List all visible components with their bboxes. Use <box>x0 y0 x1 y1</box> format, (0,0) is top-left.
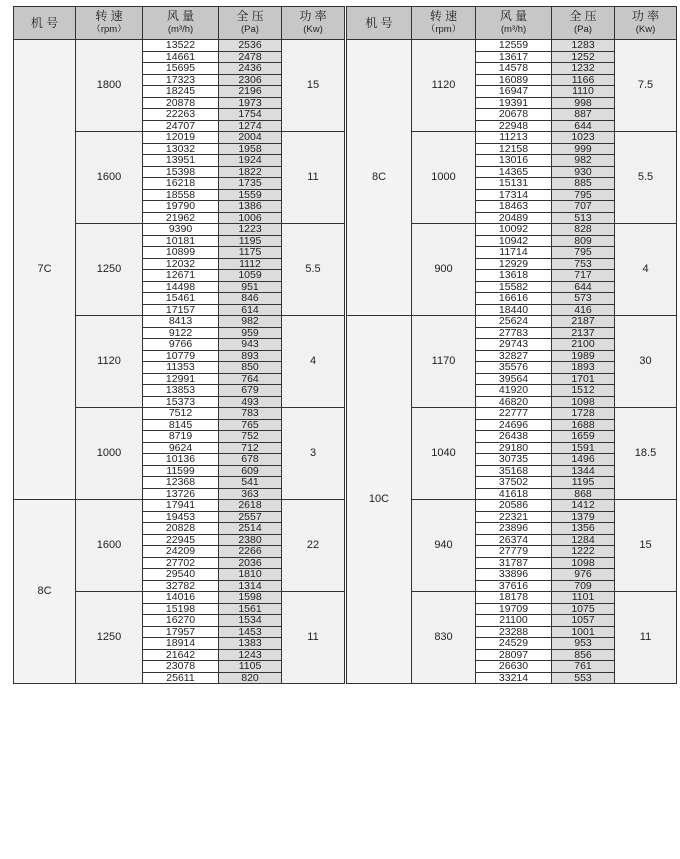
power-cell: 11 <box>282 132 345 224</box>
flow-cell: 23288 <box>476 626 552 638</box>
pressure-cell: 1688 <box>552 419 615 431</box>
power-cell: 11 <box>282 592 345 684</box>
pressure-cell: 1098 <box>552 396 615 408</box>
pressure-cell: 1659 <box>552 431 615 443</box>
flow-cell: 18245 <box>143 86 219 98</box>
pressure-cell: 1383 <box>219 638 282 650</box>
flow-cell: 26630 <box>476 661 552 673</box>
pressure-cell: 416 <box>552 304 615 316</box>
flow-cell: 41618 <box>476 488 552 500</box>
flow-cell: 16270 <box>143 615 219 627</box>
speed-cell: 1040 <box>412 408 476 500</box>
pressure-cell: 707 <box>552 201 615 213</box>
speed-cell: 1600 <box>76 500 143 592</box>
speed-cell: 1000 <box>412 132 476 224</box>
flow-cell: 33896 <box>476 569 552 581</box>
pressure-cell: 951 <box>219 281 282 293</box>
power-cell: 5.5 <box>615 132 677 224</box>
flow-cell: 28097 <box>476 649 552 661</box>
pressure-cell: 609 <box>219 465 282 477</box>
flow-cell: 35576 <box>476 362 552 374</box>
pressure-cell: 1232 <box>552 63 615 75</box>
power-cell: 11 <box>615 592 677 684</box>
header-power: 功 率 (Kw) <box>282 7 345 40</box>
pressure-cell: 998 <box>552 97 615 109</box>
pressure-cell: 809 <box>552 235 615 247</box>
flow-cell: 12032 <box>143 258 219 270</box>
pressure-cell: 1166 <box>552 74 615 86</box>
flow-cell: 11213 <box>476 132 552 144</box>
flow-cell: 11599 <box>143 465 219 477</box>
header-pressure: 全 压 (Pa) <box>552 7 615 40</box>
pressure-cell: 712 <box>219 442 282 454</box>
flow-cell: 18463 <box>476 201 552 213</box>
pressure-cell: 795 <box>552 189 615 201</box>
model-cell: 8C <box>14 500 76 684</box>
power-cell: 7.5 <box>615 40 677 132</box>
flow-cell: 20828 <box>143 523 219 535</box>
speed-cell: 1000 <box>76 408 143 500</box>
flow-cell: 13522 <box>143 40 219 52</box>
pressure-cell: 846 <box>219 293 282 305</box>
pressure-cell: 1057 <box>552 615 615 627</box>
flow-cell: 29540 <box>143 569 219 581</box>
flow-cell: 18178 <box>476 592 552 604</box>
flow-cell: 21962 <box>143 212 219 224</box>
header-model: 机 号 <box>347 7 412 40</box>
pressure-cell: 1728 <box>552 408 615 420</box>
pressure-cell: 2557 <box>219 511 282 523</box>
pressure-cell: 868 <box>552 488 615 500</box>
speed-cell: 1120 <box>412 40 476 132</box>
flow-cell: 22263 <box>143 109 219 121</box>
model-cell: 8C <box>347 40 412 316</box>
pressure-cell: 1223 <box>219 224 282 236</box>
pressure-cell: 1958 <box>219 143 282 155</box>
pressure-cell: 1924 <box>219 155 282 167</box>
power-cell: 18.5 <box>615 408 677 500</box>
flow-cell: 20586 <box>476 500 552 512</box>
pressure-cell: 1893 <box>552 362 615 374</box>
flow-cell: 17323 <box>143 74 219 86</box>
flow-cell: 17314 <box>476 189 552 201</box>
pressure-cell: 885 <box>552 178 615 190</box>
flow-cell: 16947 <box>476 86 552 98</box>
flow-cell: 17957 <box>143 626 219 638</box>
pressure-cell: 1098 <box>552 557 615 569</box>
pressure-cell: 2036 <box>219 557 282 569</box>
flow-cell: 8719 <box>143 431 219 443</box>
flow-cell: 11714 <box>476 247 552 259</box>
pressure-cell: 493 <box>219 396 282 408</box>
pressure-cell: 1284 <box>552 534 615 546</box>
pressure-cell: 1283 <box>552 40 615 52</box>
header-row <box>14 7 345 40</box>
pressure-cell: 1412 <box>552 500 615 512</box>
pressure-cell: 976 <box>552 569 615 581</box>
power-cell: 5.5 <box>282 224 345 316</box>
flow-cell: 25624 <box>476 316 552 328</box>
pressure-cell: 2266 <box>219 546 282 558</box>
power-cell: 3 <box>282 408 345 500</box>
pressure-cell: 887 <box>552 109 615 121</box>
flow-cell: 10181 <box>143 235 219 247</box>
flow-cell: 12158 <box>476 143 552 155</box>
pressure-cell: 2004 <box>219 132 282 144</box>
flow-cell: 22948 <box>476 120 552 132</box>
flow-cell: 12991 <box>143 373 219 385</box>
pressure-cell: 1075 <box>552 603 615 615</box>
flow-cell: 13618 <box>476 270 552 282</box>
flow-cell: 13016 <box>476 155 552 167</box>
flow-cell: 41920 <box>476 385 552 397</box>
flow-cell: 15582 <box>476 281 552 293</box>
flow-cell: 11353 <box>143 362 219 374</box>
flow-cell: 18440 <box>476 304 552 316</box>
pressure-cell: 783 <box>219 408 282 420</box>
pressure-cell: 1175 <box>219 247 282 259</box>
pressure-cell: 1274 <box>219 120 282 132</box>
flow-cell: 12671 <box>143 270 219 282</box>
pressure-cell: 1496 <box>552 454 615 466</box>
flow-cell: 21642 <box>143 649 219 661</box>
flow-cell: 12368 <box>143 477 219 489</box>
flow-cell: 24529 <box>476 638 552 650</box>
flow-cell: 10092 <box>476 224 552 236</box>
flow-cell: 32782 <box>143 580 219 592</box>
pressure-cell: 1252 <box>552 51 615 63</box>
pressure-cell: 1559 <box>219 189 282 201</box>
pressure-cell: 761 <box>552 661 615 673</box>
flow-cell: 19709 <box>476 603 552 615</box>
model-cell: 10C <box>347 316 412 684</box>
flow-cell: 15461 <box>143 293 219 305</box>
flow-cell: 23896 <box>476 523 552 535</box>
flow-cell: 16616 <box>476 293 552 305</box>
pressure-cell: 764 <box>219 373 282 385</box>
pressure-cell: 541 <box>219 477 282 489</box>
pressure-cell: 2100 <box>552 339 615 351</box>
pressure-cell: 2618 <box>219 500 282 512</box>
flow-cell: 16089 <box>476 74 552 86</box>
pressure-cell: 644 <box>552 281 615 293</box>
pressure-cell: 1105 <box>219 661 282 673</box>
flow-cell: 8145 <box>143 419 219 431</box>
flow-cell: 14661 <box>143 51 219 63</box>
pressure-cell: 1386 <box>219 201 282 213</box>
pressure-cell: 1006 <box>219 212 282 224</box>
pressure-cell: 2187 <box>552 316 615 328</box>
pressure-cell: 1810 <box>219 569 282 581</box>
pressure-cell: 1222 <box>552 546 615 558</box>
flow-cell: 9624 <box>143 442 219 454</box>
flow-cell: 35168 <box>476 465 552 477</box>
flow-cell: 29180 <box>476 442 552 454</box>
flow-cell: 26374 <box>476 534 552 546</box>
pressure-cell: 1701 <box>552 373 615 385</box>
pressure-cell: 1561 <box>219 603 282 615</box>
flow-cell: 22777 <box>476 408 552 420</box>
pressure-cell: 573 <box>552 293 615 305</box>
header-power: 功 率 (Kw) <box>615 7 677 40</box>
pressure-cell: 1112 <box>219 258 282 270</box>
flow-cell: 15373 <box>143 396 219 408</box>
table-body <box>14 40 345 684</box>
pressure-cell: 2514 <box>219 523 282 535</box>
speed-cell: 900 <box>412 224 476 316</box>
flow-cell: 13726 <box>143 488 219 500</box>
pressure-cell: 982 <box>552 155 615 167</box>
flow-cell: 10779 <box>143 350 219 362</box>
pressure-cell: 943 <box>219 339 282 351</box>
fan-table-right <box>346 6 677 684</box>
flow-cell: 27783 <box>476 327 552 339</box>
table-row <box>347 40 677 52</box>
pressure-cell: 953 <box>552 638 615 650</box>
speed-cell: 1250 <box>76 592 143 684</box>
pressure-cell: 1822 <box>219 166 282 178</box>
pressure-cell: 856 <box>552 649 615 661</box>
pressure-cell: 363 <box>219 488 282 500</box>
model-cell: 7C <box>14 40 76 500</box>
pressure-cell: 1314 <box>219 580 282 592</box>
power-cell: 15 <box>282 40 345 132</box>
flow-cell: 30735 <box>476 454 552 466</box>
flow-cell: 14016 <box>143 592 219 604</box>
flow-cell: 14498 <box>143 281 219 293</box>
pressure-cell: 2306 <box>219 74 282 86</box>
pressure-cell: 999 <box>552 143 615 155</box>
pressure-cell: 2380 <box>219 534 282 546</box>
header-speed: 转 速 （rpm） <box>76 7 143 40</box>
pressure-cell: 2536 <box>219 40 282 52</box>
power-cell: 22 <box>282 500 345 592</box>
speed-cell: 1170 <box>412 316 476 408</box>
speed-cell: 940 <box>412 500 476 592</box>
pressure-cell: 828 <box>552 224 615 236</box>
pressure-cell: 678 <box>219 454 282 466</box>
pressure-cell: 614 <box>219 304 282 316</box>
flow-cell: 12929 <box>476 258 552 270</box>
pressure-cell: 1973 <box>219 97 282 109</box>
pressure-cell: 1023 <box>552 132 615 144</box>
pressure-cell: 2137 <box>552 327 615 339</box>
flow-cell: 10942 <box>476 235 552 247</box>
pressure-cell: 795 <box>552 247 615 259</box>
flow-cell: 27702 <box>143 557 219 569</box>
flow-cell: 24209 <box>143 546 219 558</box>
pressure-cell: 1001 <box>552 626 615 638</box>
flow-cell: 21100 <box>476 615 552 627</box>
speed-cell: 1600 <box>76 132 143 224</box>
pressure-cell: 959 <box>219 327 282 339</box>
flow-cell: 20678 <box>476 109 552 121</box>
flow-cell: 18914 <box>143 638 219 650</box>
flow-cell: 15198 <box>143 603 219 615</box>
flow-cell: 37502 <box>476 477 552 489</box>
flow-cell: 14578 <box>476 63 552 75</box>
pressure-cell: 850 <box>219 362 282 374</box>
flow-cell: 32827 <box>476 350 552 362</box>
speed-cell: 1800 <box>76 40 143 132</box>
pressure-cell: 1243 <box>219 649 282 661</box>
pressure-cell: 753 <box>552 258 615 270</box>
flow-cell: 18558 <box>143 189 219 201</box>
flow-cell: 13951 <box>143 155 219 167</box>
flow-cell: 14365 <box>476 166 552 178</box>
flow-cell: 37616 <box>476 580 552 592</box>
pressure-cell: 752 <box>219 431 282 443</box>
speed-cell: 1250 <box>76 224 143 316</box>
speed-cell: 830 <box>412 592 476 684</box>
power-cell: 15 <box>615 500 677 592</box>
flow-cell: 12019 <box>143 132 219 144</box>
flow-cell: 16218 <box>143 178 219 190</box>
pressure-cell: 1512 <box>552 385 615 397</box>
flow-cell: 10899 <box>143 247 219 259</box>
pressure-cell: 1344 <box>552 465 615 477</box>
pressure-cell: 893 <box>219 350 282 362</box>
pressure-cell: 2478 <box>219 51 282 63</box>
pressure-cell: 2436 <box>219 63 282 75</box>
pressure-cell: 1101 <box>552 592 615 604</box>
pressure-cell: 513 <box>552 212 615 224</box>
power-cell: 30 <box>615 316 677 408</box>
pressure-cell: 982 <box>219 316 282 328</box>
flow-cell: 12559 <box>476 40 552 52</box>
flow-cell: 17941 <box>143 500 219 512</box>
flow-cell: 9766 <box>143 339 219 351</box>
pressure-cell: 1195 <box>552 477 615 489</box>
flow-cell: 17157 <box>143 304 219 316</box>
flow-cell: 19790 <box>143 201 219 213</box>
header-pressure: 全 压 (Pa) <box>219 7 282 40</box>
flow-cell: 22321 <box>476 511 552 523</box>
pressure-cell: 717 <box>552 270 615 282</box>
flow-cell: 23078 <box>143 661 219 673</box>
flow-cell: 20878 <box>143 97 219 109</box>
pressure-cell: 1598 <box>219 592 282 604</box>
pressure-cell: 709 <box>552 580 615 592</box>
flow-cell: 13032 <box>143 143 219 155</box>
flow-cell: 24696 <box>476 419 552 431</box>
flow-cell: 15398 <box>143 166 219 178</box>
flow-cell: 19391 <box>476 97 552 109</box>
flow-cell: 13617 <box>476 51 552 63</box>
pressure-cell: 1059 <box>219 270 282 282</box>
header-flow: 风 量 (m³/h) <box>476 7 552 40</box>
pressure-cell: 1735 <box>219 178 282 190</box>
header-model: 机 号 <box>14 7 76 40</box>
flow-cell: 46820 <box>476 396 552 408</box>
flow-cell: 24707 <box>143 120 219 132</box>
pressure-cell: 930 <box>552 166 615 178</box>
pressure-cell: 1356 <box>552 523 615 535</box>
pressure-cell: 644 <box>552 120 615 132</box>
table-row <box>347 316 677 328</box>
power-cell: 4 <box>282 316 345 408</box>
flow-cell: 13853 <box>143 385 219 397</box>
flow-cell: 27779 <box>476 546 552 558</box>
flow-cell: 9122 <box>143 327 219 339</box>
table-row <box>14 500 345 512</box>
header-speed: 转 速 （rpm） <box>412 7 476 40</box>
flow-cell: 19453 <box>143 511 219 523</box>
table-row <box>14 40 345 52</box>
power-cell: 4 <box>615 224 677 316</box>
header-row <box>347 7 677 40</box>
speed-cell: 1120 <box>76 316 143 408</box>
flow-cell: 29743 <box>476 339 552 351</box>
pressure-cell: 1591 <box>552 442 615 454</box>
pressure-cell: 679 <box>219 385 282 397</box>
table-body <box>347 40 677 684</box>
pressure-cell: 820 <box>219 672 282 684</box>
pressure-cell: 1379 <box>552 511 615 523</box>
pressure-cell: 765 <box>219 419 282 431</box>
pressure-cell: 1534 <box>219 615 282 627</box>
pressure-cell: 1453 <box>219 626 282 638</box>
flow-cell: 8413 <box>143 316 219 328</box>
flow-cell: 9390 <box>143 224 219 236</box>
flow-cell: 31787 <box>476 557 552 569</box>
pressure-cell: 1754 <box>219 109 282 121</box>
header-flow: 风 量 (m³/h) <box>143 7 219 40</box>
pressure-cell: 1110 <box>552 86 615 98</box>
pressure-cell: 553 <box>552 672 615 684</box>
flow-cell: 15131 <box>476 178 552 190</box>
fan-table-left <box>13 6 345 684</box>
flow-cell: 33214 <box>476 672 552 684</box>
flow-cell: 15695 <box>143 63 219 75</box>
flow-cell: 26438 <box>476 431 552 443</box>
flow-cell: 22945 <box>143 534 219 546</box>
pressure-cell: 1195 <box>219 235 282 247</box>
flow-cell: 20489 <box>476 212 552 224</box>
flow-cell: 39564 <box>476 373 552 385</box>
pressure-cell: 1989 <box>552 350 615 362</box>
pressure-cell: 2196 <box>219 86 282 98</box>
flow-cell: 25611 <box>143 672 219 684</box>
flow-cell: 7512 <box>143 408 219 420</box>
flow-cell: 10136 <box>143 454 219 466</box>
